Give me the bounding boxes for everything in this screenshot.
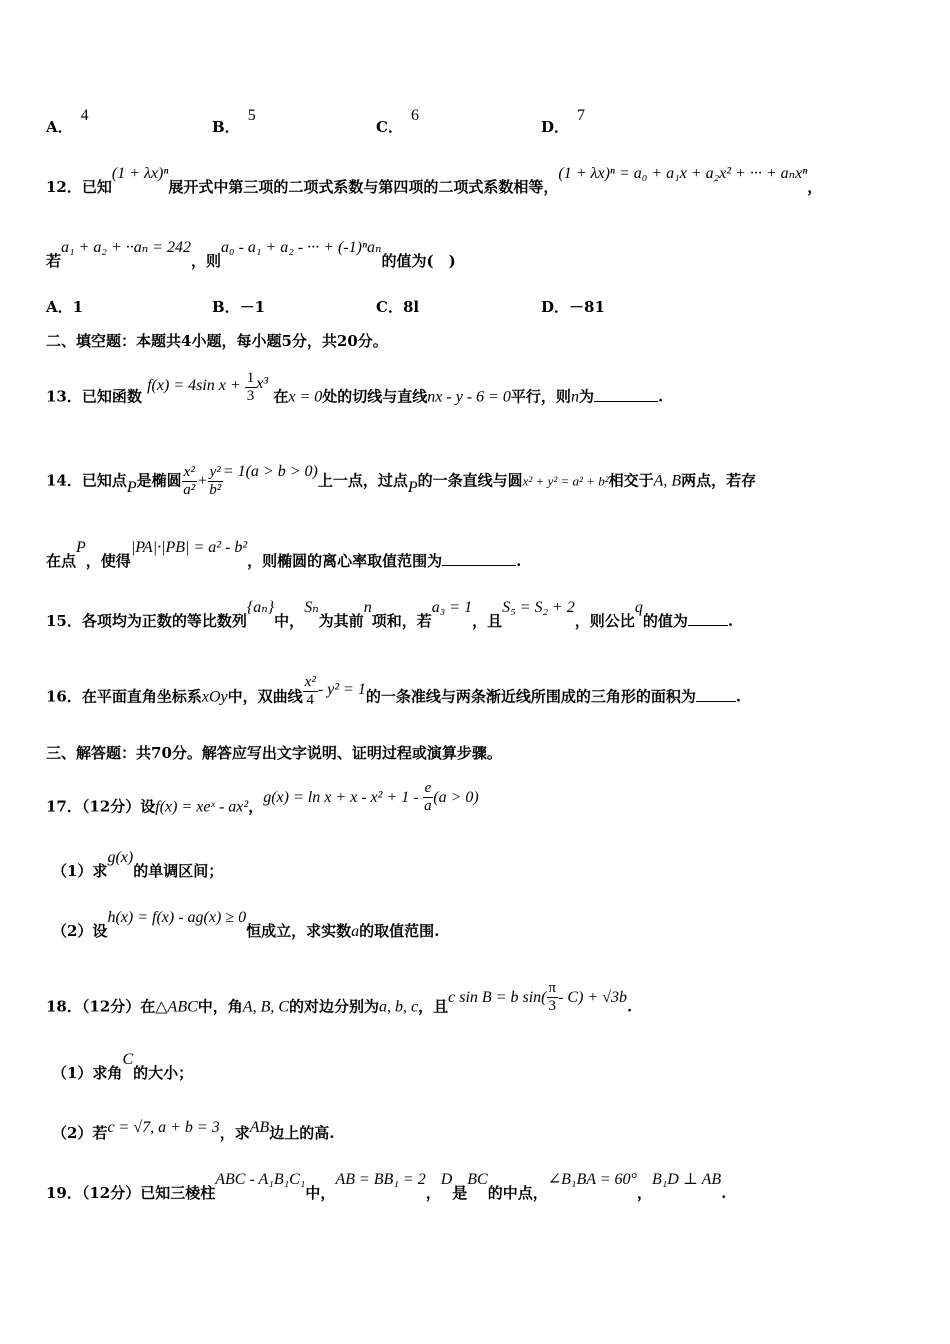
q12-option-d: D．－81 [541, 298, 605, 316]
q11-option-d: D．7 [541, 107, 586, 136]
q11-option-c: C．6 [376, 107, 419, 136]
q12-line2: 若a₁ + a₂ + ··aₙ = 242，则a₀ - a₁ + a₂ - ··· + (-1)ⁿaₙ的值为( ) [46, 239, 456, 270]
q14-line2: 在点P，使得|PA|·|PB| = a² - b²，则椭圆的离心率取值范围为 . [46, 539, 522, 570]
q17-part2: （2）设h(x) = f(x) - ag(x) ≥ 0恒成立，求实数a的取值范围. [52, 909, 440, 940]
section-2-heading: 二、填空题：本题共4小题，每小题5分，共20分。 [46, 332, 388, 350]
q14-line1: 14．已知点P是椭圆 $\frac{\text{x²}}{\text{a²}}$ + $\frac{\text{y²}}{\text{b²}}$ = 1(a > b > 0)上一点，过点P的一条直线与圆x² + y² = a² + b²相交于A, B两点，若存 [46, 462, 757, 498]
q12-line1: 12．已知(1 + λx)ⁿ展开式中第三项的二项式系数与第四项的二项式系数相等，(1 + λx)ⁿ = a₀ + a₁x + a₂x² + ··· + aₙxⁿ， [46, 165, 823, 196]
q18-part1: （1）求角C的大小； [52, 1051, 194, 1082]
q16: 16．在平面直角坐标系xOy中，双曲线 $\frac{\text{x²}}{4}$ - y² = 1的一条准线与两条渐近线所围成的三角形的面积为 . [46, 674, 742, 708]
q19: 19．（12分）已知三棱柱ABC - A₁B₁C₁中，AB = BB₁ = 2，D是BC的中点，∠B₁BA = 60°，B₁D ⊥ AB. [46, 1171, 727, 1202]
q16-answer-blank[interactable] [696, 689, 736, 702]
q15-answer-blank[interactable] [688, 613, 728, 626]
q17-part1: （1）求g(x)的单调区间； [52, 849, 224, 880]
q13-answer-blank[interactable] [594, 389, 658, 402]
q12-option-a: A．1 [46, 298, 84, 316]
q17: 17．（12分）设f(x) = xeˣ - ax²，g(x) = ln x + x - x² + 1 - $\frac{e}{a}$ (a > 0) [46, 780, 479, 816]
q18: 18．（12分）在△ABC中，角A, B, C的对边分别为a, b, c，且c sin B = b sin( $\frac{\pi}{3}$ - C) + √3b. [46, 980, 633, 1016]
q15: 15．各项均为正数的等比数列{aₙ}中，Sₙ为其前n项和，若a₃ = 1，且S₅ = S₂ + 2，则公比q的值为 . [46, 599, 734, 630]
q13: 13．已知函数 f(x) = 4sin x + $\frac{1}{3}$ x³ 在x = 0处的切线与直线nx - y - 6 = 0平行，则n为 . [46, 370, 664, 406]
q12-option-c: C．8l [376, 298, 420, 316]
section-3-heading: 三、解答题：共70分。解答应写出文字说明、证明过程或演算步骤。 [46, 744, 502, 762]
q11-option-a: A．4 [46, 107, 89, 136]
q18-part2: （2）若c = √7, a + b = 3，求AB边上的高. [52, 1119, 335, 1142]
q14-answer-blank[interactable] [442, 553, 516, 566]
q11-option-b: B．5 [212, 107, 256, 136]
q12-option-b: B．－1 [212, 298, 266, 316]
